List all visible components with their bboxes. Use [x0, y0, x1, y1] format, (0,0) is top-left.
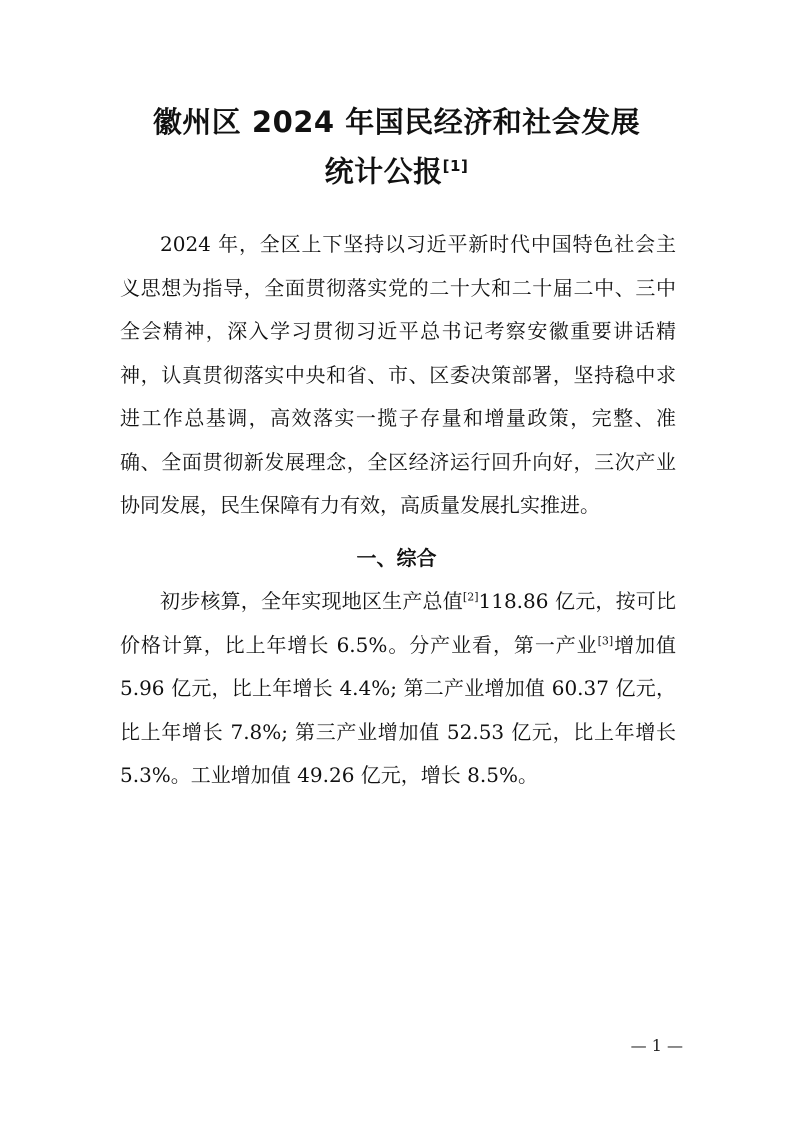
title-line-1: 徽州区 2024 年国民经济和社会发展 [152, 105, 641, 139]
title-text: 统计公报 [324, 154, 443, 189]
intro-paragraph: 2024 年，全区上下坚持以习近平新时代中国特色社会主义思想为指导，全面贯彻落实党的二十大和二十届二中、三中全会精神，深入学习贯彻习近平总书记考察安徽重要讲话精神，认真贯彻落实中央和省、市、区委决策部署，坚持稳中求进工作总基调，高效落实一揽子存量和增量政策，完整、准确、全面贯彻新发展理念，全区经济运行回升向好，三次产业协同发展，民生保障有力有效，高质量发展扎实推进。 [120, 232, 676, 517]
document-title [0, 100, 793, 194]
title-footnote-ref[interactable]: [1] [442, 157, 469, 175]
overview-text-1: 初步核算，全年实现地区生产总值 [160, 589, 463, 613]
overview-paragraph [120, 580, 676, 798]
section-heading-overview: 一、综合 [356, 546, 437, 570]
overview-section [120, 580, 676, 798]
footnote-ref-2[interactable]: [2] [462, 590, 479, 604]
footnote-ref-3[interactable]: [3] [597, 633, 614, 647]
title-line-2 [0, 144, 793, 194]
page-number: — 1 — [630, 1036, 683, 1055]
intro-section [120, 223, 676, 528]
overview-text-3: 增加值 5.96 亿元，比上年增长 4.4%; 第二产业增加值 60.37 亿元，比上年增长 7.8%; 第三产业增加值 52.53 亿元，比上年增长 5.3%。工业增加值 49.26 亿元，增长 8.5%。 [120, 632, 677, 787]
overview-text-2: 118.86 亿元，按可比价格计算，比上年增长 6.5%。分产业看，第一产业 [120, 589, 676, 657]
